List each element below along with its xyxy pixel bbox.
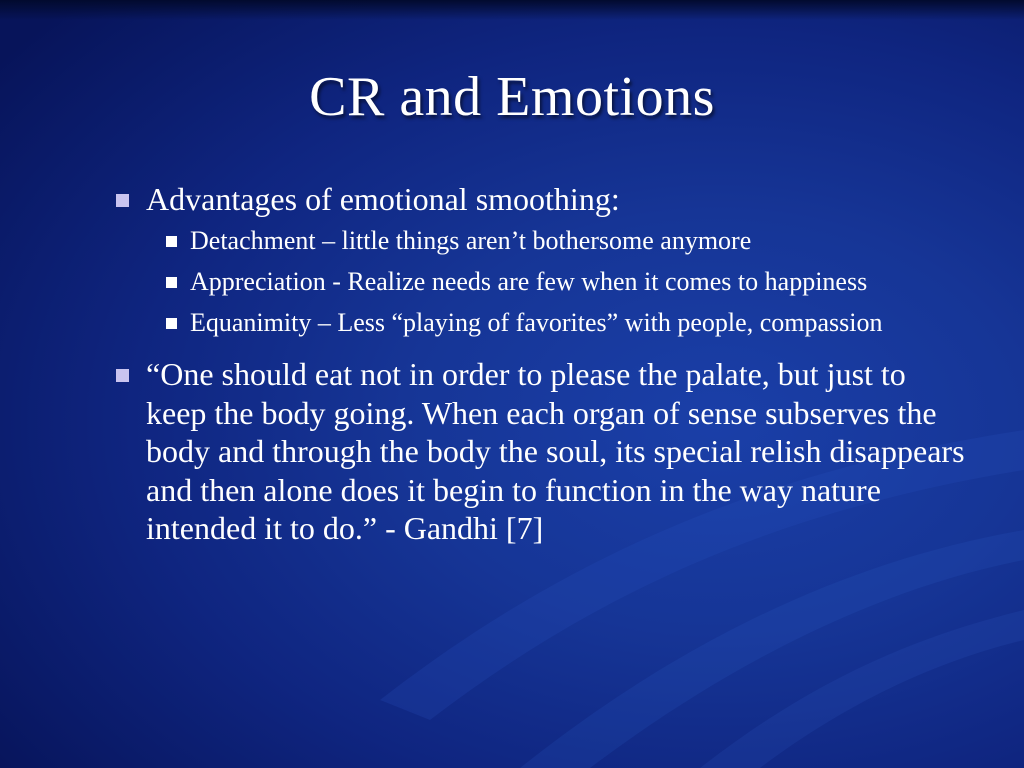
subbullet-text: Detachment – little things aren’t bothersome anymore	[190, 226, 752, 255]
subbullet-detachment	[164, 224, 972, 257]
slide-title: CR and Emotions	[309, 66, 715, 128]
slide-body	[112, 180, 972, 554]
square-bullet-icon	[166, 236, 177, 247]
subbullet-text: Appreciation - Realize needs are few when it comes to happiness	[190, 267, 868, 296]
subbullet-text: Equanimity – Less “playing of favorites” with people, compassion	[190, 308, 883, 337]
square-bullet-icon	[116, 369, 129, 382]
square-bullet-icon	[166, 318, 177, 329]
square-bullet-icon	[166, 277, 177, 288]
bullet-gandhi-quote	[112, 355, 972, 548]
bullet-text: Advantages of emotional smoothing:	[146, 181, 620, 217]
subbullet-equanimity	[164, 306, 972, 339]
bullet-advantages	[112, 180, 972, 218]
quote-text: “One should eat not in order to please the palate, but just to keep the body going. When each organ of sense subserves the body and through the body the soul, its special relish disappears and then alone does it begin to function in the way nature intended it to do.” - Gandhi [7]	[146, 356, 965, 546]
square-bullet-icon	[116, 194, 129, 207]
subbullet-appreciation	[164, 265, 972, 298]
